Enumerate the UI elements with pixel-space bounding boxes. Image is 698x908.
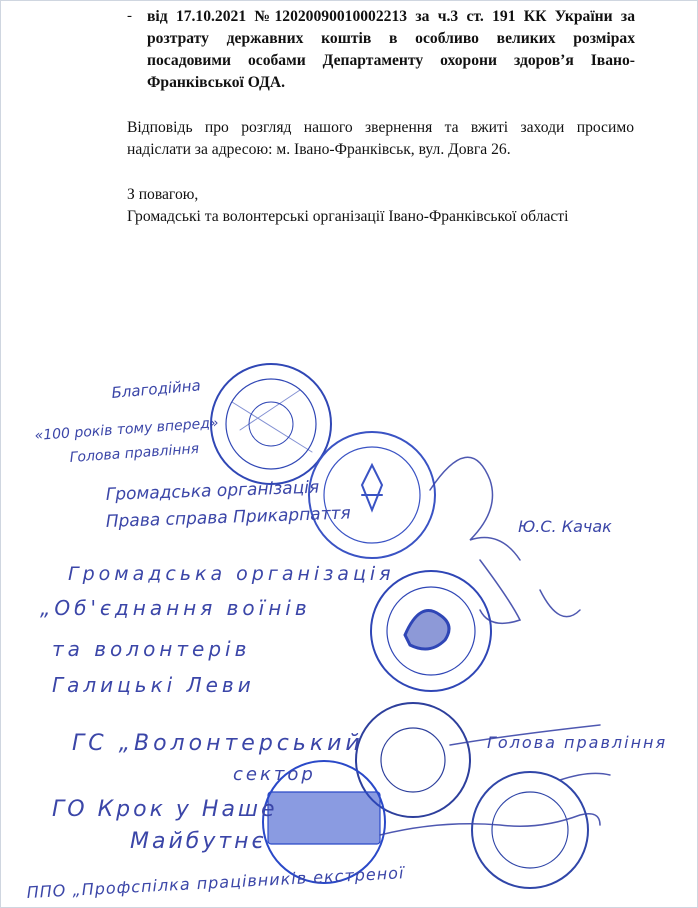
- svg-text:«100 років тому вперед»: «100 років тому вперед»: [34, 415, 220, 444]
- svg-text:Ю.С. Качак: Ю.С. Качак: [518, 517, 612, 536]
- stamp-prava-sprava: [309, 432, 435, 558]
- svg-text:Громадська організація: Громадська організація: [68, 563, 395, 585]
- stamp-blahodiina: [211, 364, 331, 484]
- stamp-halytski-levy: [371, 571, 491, 691]
- svg-text:ППО „Профспілка працівників ек: ППО „Профспілка працівників екстреної: [26, 863, 405, 902]
- svg-text:ГС „Волонтерський: ГС „Волонтерський: [72, 731, 364, 756]
- svg-text:Права справа Прикарпаття: Права справа Прикарпаття: [105, 503, 352, 532]
- signatures-and-stamps: [0, 360, 698, 908]
- closing-salutation: З повагою,: [127, 186, 199, 203]
- svg-text:ГО Крок у Наше: ГО Крок у Наше: [52, 797, 278, 822]
- svg-text:Майбутнє: Майбутнє: [130, 829, 267, 854]
- signatory-organizations: Громадські та волонтерські організації Івано-Франківської області: [127, 208, 569, 225]
- stamp-profspilka: [472, 772, 588, 888]
- svg-text:Голова правління: Голова правління: [487, 733, 668, 752]
- request-paragraph: Відповідь про розгляд нашого звернення та вжиті заходи просимо надіслати за адресою: м. Івано-Франківськ, вул. Довга 26.: [127, 119, 634, 158]
- svg-text:та волонтерів: та волонтерів: [52, 637, 251, 661]
- svg-text:„Об'єднання воїнів: „Об'єднання воїнів: [40, 596, 311, 620]
- svg-text:сектор: сектор: [233, 764, 316, 785]
- criminal-case-reference: від 17.10.2021 №12020090010002213 за ч.3 ст. 191 КК України за розтрату державних коштів в особливо великих розмірах посадовими особами Департаменту охорони здоров’я Івано-Франківської ОДА.: [147, 8, 635, 91]
- svg-text:Громадська організація: Громадська організація: [105, 477, 320, 505]
- bullet-marker: -: [127, 8, 132, 24]
- svg-text:Благодійна: Благодійна: [110, 376, 202, 402]
- svg-text:Голова правління: Голова правління: [69, 440, 200, 466]
- svg-text:Галицькі Леви: Галицькі Леви: [52, 673, 255, 697]
